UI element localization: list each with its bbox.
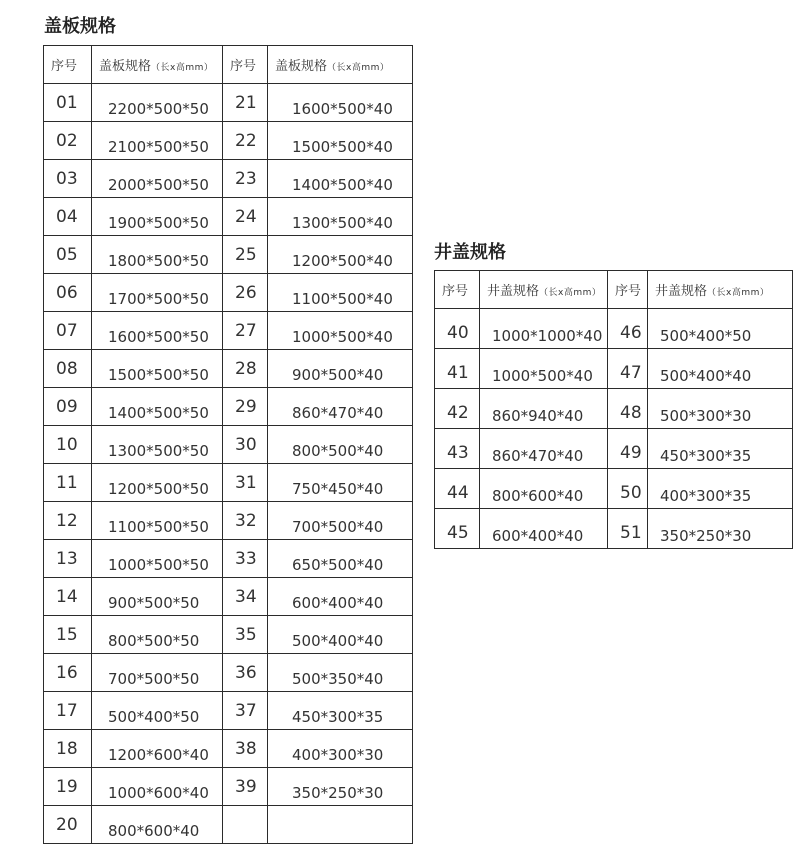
header-spec bbox=[480, 271, 608, 309]
spec-cell: 1200*600*40 bbox=[92, 730, 223, 768]
row-number-cell: 22 bbox=[223, 122, 268, 160]
row-number-cell: 33 bbox=[223, 540, 268, 578]
spec-cell: 450*300*35 bbox=[268, 692, 413, 730]
row-number-cell: 12 bbox=[44, 502, 92, 540]
cover-table-body bbox=[44, 84, 413, 844]
spec-cell: 700*500*50 bbox=[92, 654, 223, 692]
spec-cell: 1900*500*50 bbox=[92, 198, 223, 236]
row-number-cell: 01 bbox=[44, 84, 92, 122]
row-number-cell: 15 bbox=[44, 616, 92, 654]
row-number-cell: 02 bbox=[44, 122, 92, 160]
row-number-cell: 18 bbox=[44, 730, 92, 768]
spec-cell: 1400*500*40 bbox=[268, 160, 413, 198]
spec-cell: 500*300*30 bbox=[648, 389, 793, 429]
header-unit: （长x高mm） bbox=[151, 63, 214, 73]
spec-cell: 1700*500*50 bbox=[92, 274, 223, 312]
row-number-cell: 50 bbox=[608, 469, 648, 509]
spec-cell: 400*300*35 bbox=[648, 469, 793, 509]
spec-cell: 2000*500*50 bbox=[92, 160, 223, 198]
spec-cell: 1100*500*50 bbox=[92, 502, 223, 540]
spec-cell: 800*600*40 bbox=[92, 806, 223, 844]
spec-cell: 450*300*35 bbox=[648, 429, 793, 469]
spec-cell: 650*500*40 bbox=[268, 540, 413, 578]
table-row bbox=[44, 388, 413, 426]
well-table-body bbox=[435, 309, 793, 549]
spec-cell: 1500*500*40 bbox=[268, 122, 413, 160]
table-row bbox=[435, 509, 793, 549]
table-row bbox=[44, 198, 413, 236]
row-number-cell: 44 bbox=[435, 469, 480, 509]
row-number-cell: 07 bbox=[44, 312, 92, 350]
table-row bbox=[44, 426, 413, 464]
row-number-cell: 27 bbox=[223, 312, 268, 350]
table-row bbox=[44, 654, 413, 692]
header-spec-label: 盖板规格 bbox=[99, 59, 152, 74]
header-spec-label: 井盖规格 bbox=[487, 284, 540, 299]
header-no: 序号 bbox=[435, 271, 480, 309]
header-unit: （长x高mm） bbox=[327, 63, 390, 73]
row-number-cell: 31 bbox=[223, 464, 268, 502]
row-number-cell: 28 bbox=[223, 350, 268, 388]
spec-cell: 1000*500*40 bbox=[480, 349, 608, 389]
table-row bbox=[44, 84, 413, 122]
header-no: 序号 bbox=[223, 46, 268, 84]
spec-cell: 1000*500*40 bbox=[268, 312, 413, 350]
row-number-cell: 29 bbox=[223, 388, 268, 426]
cover-spec-table bbox=[43, 45, 413, 844]
row-number-cell: 46 bbox=[608, 309, 648, 349]
spec-cell: 750*450*40 bbox=[268, 464, 413, 502]
table-row bbox=[44, 692, 413, 730]
spec-cell: 700*500*40 bbox=[268, 502, 413, 540]
row-number-cell: 04 bbox=[44, 198, 92, 236]
cover-table-title: 盖板规格 bbox=[44, 16, 116, 37]
header-spec bbox=[648, 271, 793, 309]
spec-cell: 1300*500*50 bbox=[92, 426, 223, 464]
header-spec bbox=[268, 46, 413, 84]
table-row bbox=[435, 469, 793, 509]
row-number-cell: 23 bbox=[223, 160, 268, 198]
spec-cell: 1200*500*50 bbox=[92, 464, 223, 502]
spec-cell: 800*500*40 bbox=[268, 426, 413, 464]
row-number-cell: 35 bbox=[223, 616, 268, 654]
table-row bbox=[435, 389, 793, 429]
spec-cell: 1200*500*40 bbox=[268, 236, 413, 274]
row-number-cell: 37 bbox=[223, 692, 268, 730]
row-number-cell: 39 bbox=[223, 768, 268, 806]
spec-cell: 400*300*30 bbox=[268, 730, 413, 768]
table-row bbox=[44, 540, 413, 578]
row-number-cell: 41 bbox=[435, 349, 480, 389]
row-number-cell: 11 bbox=[44, 464, 92, 502]
row-number-cell: 36 bbox=[223, 654, 268, 692]
row-number-cell: 34 bbox=[223, 578, 268, 616]
table-row bbox=[44, 806, 413, 844]
table-row bbox=[435, 349, 793, 389]
spec-cell: 1600*500*50 bbox=[92, 312, 223, 350]
table-row bbox=[44, 464, 413, 502]
table-row bbox=[44, 236, 413, 274]
row-number-cell: 08 bbox=[44, 350, 92, 388]
spec-cell: 1500*500*50 bbox=[92, 350, 223, 388]
header-unit: （长x高mm） bbox=[707, 288, 770, 298]
row-number-cell: 32 bbox=[223, 502, 268, 540]
row-number-cell: 19 bbox=[44, 768, 92, 806]
row-number-cell: 47 bbox=[608, 349, 648, 389]
well-spec-table bbox=[434, 270, 793, 549]
spec-cell: 500*400*40 bbox=[268, 616, 413, 654]
table-row bbox=[44, 160, 413, 198]
row-number-cell: 38 bbox=[223, 730, 268, 768]
row-number-cell: 51 bbox=[608, 509, 648, 549]
row-number-cell: 17 bbox=[44, 692, 92, 730]
spec-cell: 860*470*40 bbox=[268, 388, 413, 426]
row-number-cell: 42 bbox=[435, 389, 480, 429]
row-number-cell: 14 bbox=[44, 578, 92, 616]
well-table-title: 井盖规格 bbox=[434, 242, 506, 263]
table-row bbox=[44, 350, 413, 388]
spec-cell bbox=[268, 806, 413, 844]
header-spec-label: 盖板规格 bbox=[275, 59, 328, 74]
spec-cell: 860*470*40 bbox=[480, 429, 608, 469]
spec-cell: 2200*500*50 bbox=[92, 84, 223, 122]
row-number-cell: 13 bbox=[44, 540, 92, 578]
row-number-cell: 43 bbox=[435, 429, 480, 469]
row-number-cell bbox=[223, 806, 268, 844]
header-unit: （长x高mm） bbox=[539, 288, 602, 298]
row-number-cell: 25 bbox=[223, 236, 268, 274]
row-number-cell: 16 bbox=[44, 654, 92, 692]
spec-cell: 860*940*40 bbox=[480, 389, 608, 429]
spec-cell: 1300*500*40 bbox=[268, 198, 413, 236]
row-number-cell: 06 bbox=[44, 274, 92, 312]
spec-cell: 500*400*50 bbox=[648, 309, 793, 349]
row-number-cell: 09 bbox=[44, 388, 92, 426]
table-row bbox=[44, 616, 413, 654]
spec-cell: 900*500*50 bbox=[92, 578, 223, 616]
spec-cell: 600*400*40 bbox=[268, 578, 413, 616]
spec-cell: 500*400*50 bbox=[92, 692, 223, 730]
table-row bbox=[44, 578, 413, 616]
row-number-cell: 49 bbox=[608, 429, 648, 469]
row-number-cell: 30 bbox=[223, 426, 268, 464]
spec-cell: 900*500*40 bbox=[268, 350, 413, 388]
row-number-cell: 26 bbox=[223, 274, 268, 312]
spec-cell: 350*250*30 bbox=[268, 768, 413, 806]
table-row bbox=[44, 122, 413, 160]
row-number-cell: 40 bbox=[435, 309, 480, 349]
row-number-cell: 03 bbox=[44, 160, 92, 198]
spec-cell: 1000*1000*40 bbox=[480, 309, 608, 349]
row-number-cell: 05 bbox=[44, 236, 92, 274]
row-number-cell: 21 bbox=[223, 84, 268, 122]
spec-cell: 1000*600*40 bbox=[92, 768, 223, 806]
spec-cell: 1800*500*50 bbox=[92, 236, 223, 274]
table-row bbox=[44, 274, 413, 312]
table-header-row bbox=[435, 271, 793, 309]
row-number-cell: 48 bbox=[608, 389, 648, 429]
spec-cell: 800*500*50 bbox=[92, 616, 223, 654]
spec-cell: 1100*500*40 bbox=[268, 274, 413, 312]
header-no: 序号 bbox=[608, 271, 648, 309]
spec-cell: 2100*500*50 bbox=[92, 122, 223, 160]
header-no: 序号 bbox=[44, 46, 92, 84]
row-number-cell: 45 bbox=[435, 509, 480, 549]
table-header-row bbox=[44, 46, 413, 84]
spec-cell: 500*350*40 bbox=[268, 654, 413, 692]
spec-cell: 350*250*30 bbox=[648, 509, 793, 549]
row-number-cell: 24 bbox=[223, 198, 268, 236]
spec-cell: 1600*500*40 bbox=[268, 84, 413, 122]
table-row bbox=[44, 502, 413, 540]
table-row bbox=[435, 309, 793, 349]
table-row bbox=[44, 730, 413, 768]
spec-cell: 1400*500*50 bbox=[92, 388, 223, 426]
spec-cell: 800*600*40 bbox=[480, 469, 608, 509]
spec-cell: 500*400*40 bbox=[648, 349, 793, 389]
table-row bbox=[44, 312, 413, 350]
row-number-cell: 10 bbox=[44, 426, 92, 464]
header-spec bbox=[92, 46, 223, 84]
spec-cell: 1000*500*50 bbox=[92, 540, 223, 578]
table-row bbox=[435, 429, 793, 469]
header-spec-label: 井盖规格 bbox=[655, 284, 708, 299]
spec-cell: 600*400*40 bbox=[480, 509, 608, 549]
row-number-cell: 20 bbox=[44, 806, 92, 844]
